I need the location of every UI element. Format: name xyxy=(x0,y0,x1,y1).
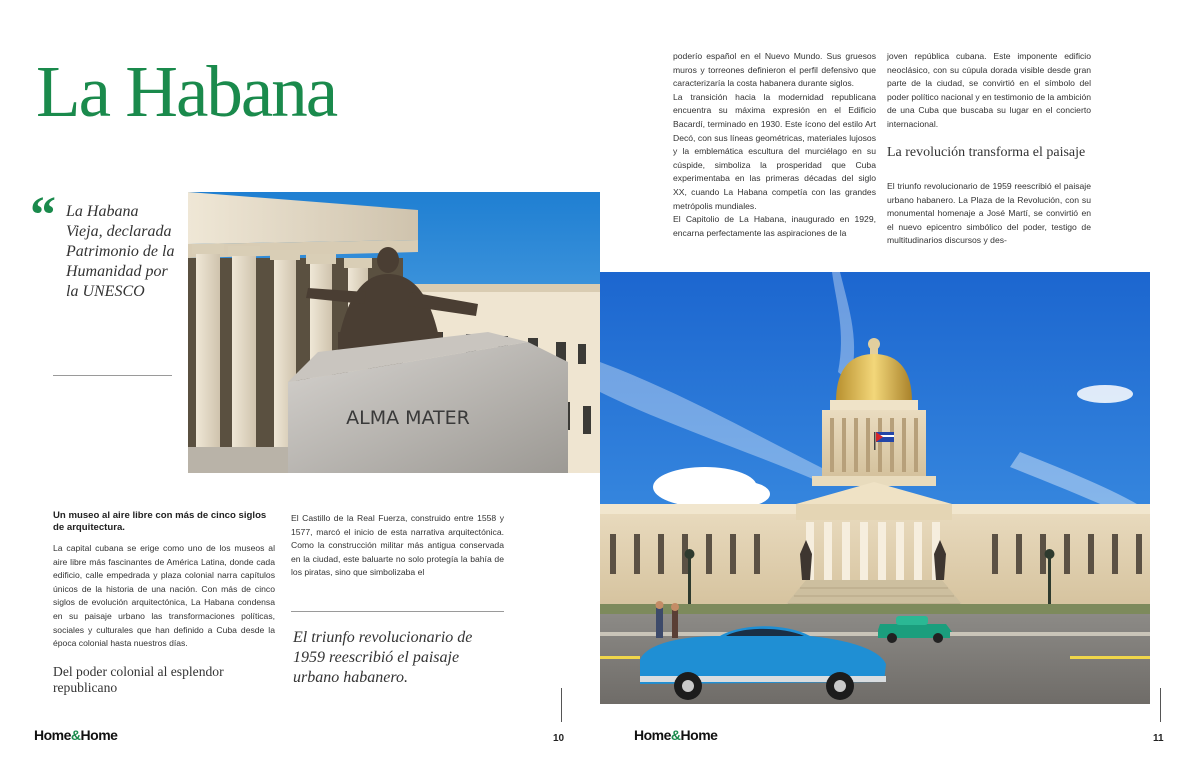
column-3-paragraph-2: La transición hacia la modernidad republicana encuentra su máxima expresión en el Edificio Bacardí, terminado en 1930. Este ícono del estilo Art Decó, con sus líneas geométricas, materiales lujosos y la emblemática escultura del murciélago en su cúspide, simboliza la prosperidad que Cuba experimentaba en las primeras décadas del siglo XX, cuando La Habana competía con las grandes metrópolis mundiales. xyxy=(673,91,876,211)
quote-mark-icon: “ xyxy=(30,187,56,244)
column-3 xyxy=(673,50,876,240)
pull-quote-divider xyxy=(53,375,172,376)
page-divider-left xyxy=(561,688,562,722)
brand-logo-right-a: Home xyxy=(634,727,671,743)
column-3-paragraph-1: poderío español en el Nuevo Mundo. Sus gruesos muros y torreones definieron el perfil defensivo que caracterizaría la costa habanera durante siglos. xyxy=(673,51,876,89)
column-2-paragraph: El Castillo de la Real Fuerza, construido entre 1558 y 1577, marcó el inicio de esta narrativa arquitectónica. Como la construcción militar más antigua conservada en la ciudad, este baluarte no solo protegía la bahía de los piratas, sino que simbolizaba el xyxy=(291,513,504,578)
brand-logo-right-b: Home xyxy=(680,727,718,743)
intro-paragraph-text: La capital cubana se erige como uno de los museos al aire libre más fascinantes de América Latina, donde cada edificio, calle empedrada y plaza colonial narra capítulos únicos de la historia de una nación. Con más de cinco siglos de evolución arquitectónica, La Habana condensa en su paisaje urbano las transformaciones políticas, sociales y culturales que han definido a Cuba desde la época colonial hasta nuestros días. xyxy=(53,543,275,649)
pull-quote: La Habana Vieja, declarada Patrimonio de la Humanidad por la UNESCO xyxy=(66,203,175,300)
brand-logo-left-amp: & xyxy=(70,727,81,743)
column-4-continued xyxy=(887,180,1091,248)
intro-paragraph xyxy=(53,542,275,651)
brand-logo-left-b: Home xyxy=(80,727,118,743)
page-number-left: 10 xyxy=(553,733,565,744)
column-2 xyxy=(291,512,504,580)
alma-mater-inscription: ALMA MATER xyxy=(346,407,470,429)
page-title: La Habana xyxy=(36,51,337,132)
column-3-paragraph-3: El Capitolio de La Habana, inaugurado en 1929, encarna perfectamente las aspiraciones de la xyxy=(673,214,876,238)
brand-logo-right-amp: & xyxy=(670,727,681,743)
brand-logo-left xyxy=(34,727,117,743)
section-heading-revolucion: La revolución transforma el paisaje xyxy=(887,145,1086,160)
pull-quote-2-divider xyxy=(291,611,504,612)
column-4 xyxy=(887,50,1091,132)
brand-logo-left-a: Home xyxy=(34,727,71,743)
brand-logo-right xyxy=(634,727,717,743)
page-divider-right xyxy=(1160,688,1161,722)
alma-mater-photo xyxy=(188,192,600,473)
section-heading-colonial: Del poder colonial al esplendor republicano xyxy=(53,664,224,695)
page-number-right: 11 xyxy=(1153,733,1164,744)
column-4-paragraph-2: El triunfo revolucionario de 1959 reescribió el paisaje urbano habanero. La Plaza de la Revolución, con su monumental homenaje a José Martí, se convirtió en el nuevo epicentro simbólico del poder, testigo de multitudinarios discursos y des- xyxy=(887,181,1091,246)
intro-subhead: Un museo al aire libre con más de cinco siglos de arquitectura. xyxy=(53,510,267,533)
column-4-paragraph-1: joven república cubana. Este imponente edificio neoclásico, con su cúpula dorada visible desde gran parte de la ciudad, se convirtió en el símbolo del poder político nacional y en testimonio de la ambición de una Cuba que buscaba su lugar en el concierto internacional. xyxy=(887,51,1091,129)
pull-quote-2: El triunfo revolucionario de 1959 reescribió el paisaje urbano habanero. xyxy=(293,629,473,686)
capitolio-photo xyxy=(600,272,1150,704)
